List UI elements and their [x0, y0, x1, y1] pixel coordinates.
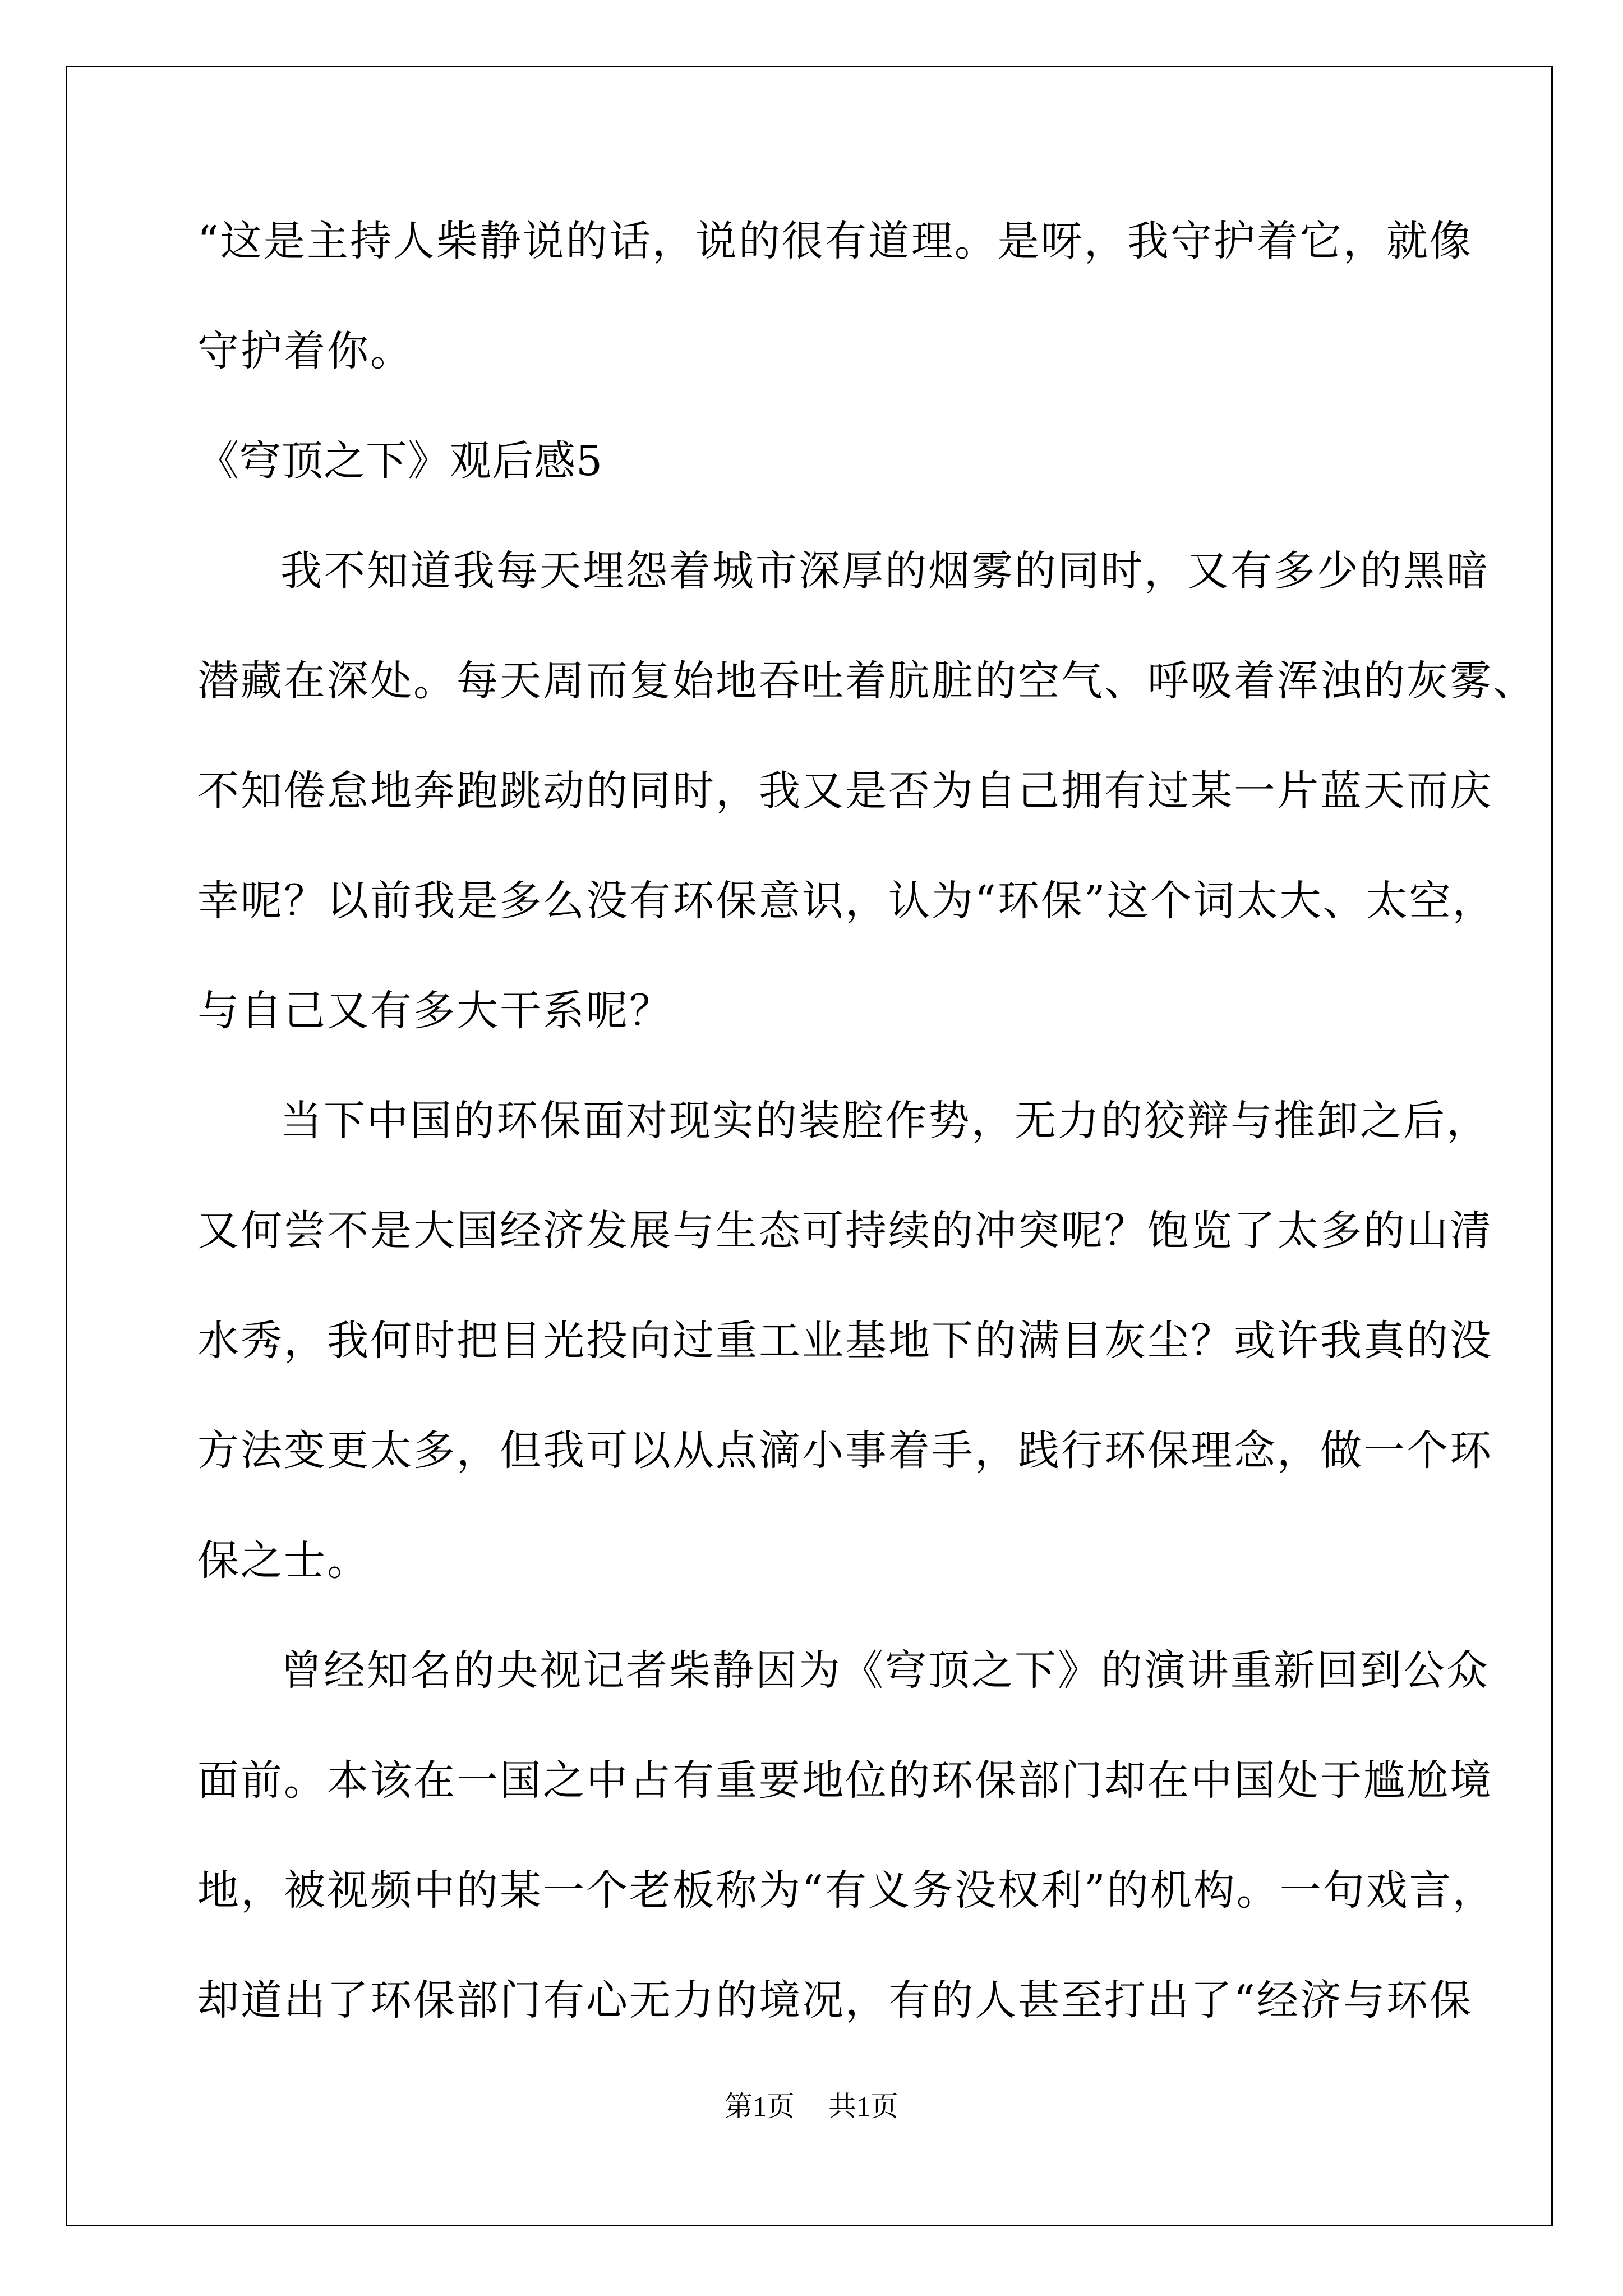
text-line: 当下中国的环保面对现实的装腔作势，无力的狡辩与推卸之后， [280, 1097, 1490, 1145]
text-line: 又何尝不是大国经济发展与生态可持续的冲突呢？饱览了太多的山清 [197, 1207, 1493, 1255]
section-heading: 《穹顶之下》观后感5 [197, 437, 603, 485]
page-total: 共1页 [828, 2091, 898, 2122]
text-line: 面前。本该在一国之中占有重要地位的环保部门却在中国处于尴尬境 [197, 1756, 1493, 1805]
text-line: 曾经知名的央视记者柴静因为《穹顶之下》的演讲重新回到公众 [280, 1646, 1490, 1695]
text-line: 方法变更太多，但我可以从点滴小事着手，践行环保理念，做一个环 [197, 1427, 1493, 1475]
text-line: 保之士。 [197, 1536, 370, 1585]
document-body [197, 213, 1536, 2082]
page-number: 第1页 [725, 2091, 795, 2122]
text-line: 地，被视频中的某一个老板称为“有义务没权利”的机构。一句戏言， [197, 1866, 1496, 1915]
text-line: 与自己又有多大干系呢？ [197, 987, 672, 1035]
page-footer [0, 2090, 1623, 2123]
text-line: 守护着你。 [197, 327, 413, 375]
text-line: 潜藏在深处。每天周而复始地吞吐着肮脏的空气、呼吸着浑浊的灰雾、 [197, 657, 1536, 705]
text-line: 幸呢？以前我是多么没有环保意识，认为“环保”这个词太大、太空， [197, 877, 1496, 925]
text-line: 水秀，我何时把目光投向过重工业基地下的满目灰尘？或许我真的没 [197, 1317, 1493, 1365]
text-line: 不知倦怠地奔跑跳动的同时，我又是否为自己拥有过某一片蓝天而庆 [197, 767, 1493, 815]
text-line: “这是主持人柴静说的话，说的很有道理。是呀，我守护着它，就像 [197, 217, 1473, 265]
text-line: 却道出了环保部门有心无力的境况，有的人甚至打出了“经济与环保 [197, 1976, 1473, 2024]
text-line: 我不知道我每天埋怨着城市深厚的烟雾的同时，又有多少的黑暗 [280, 547, 1490, 595]
